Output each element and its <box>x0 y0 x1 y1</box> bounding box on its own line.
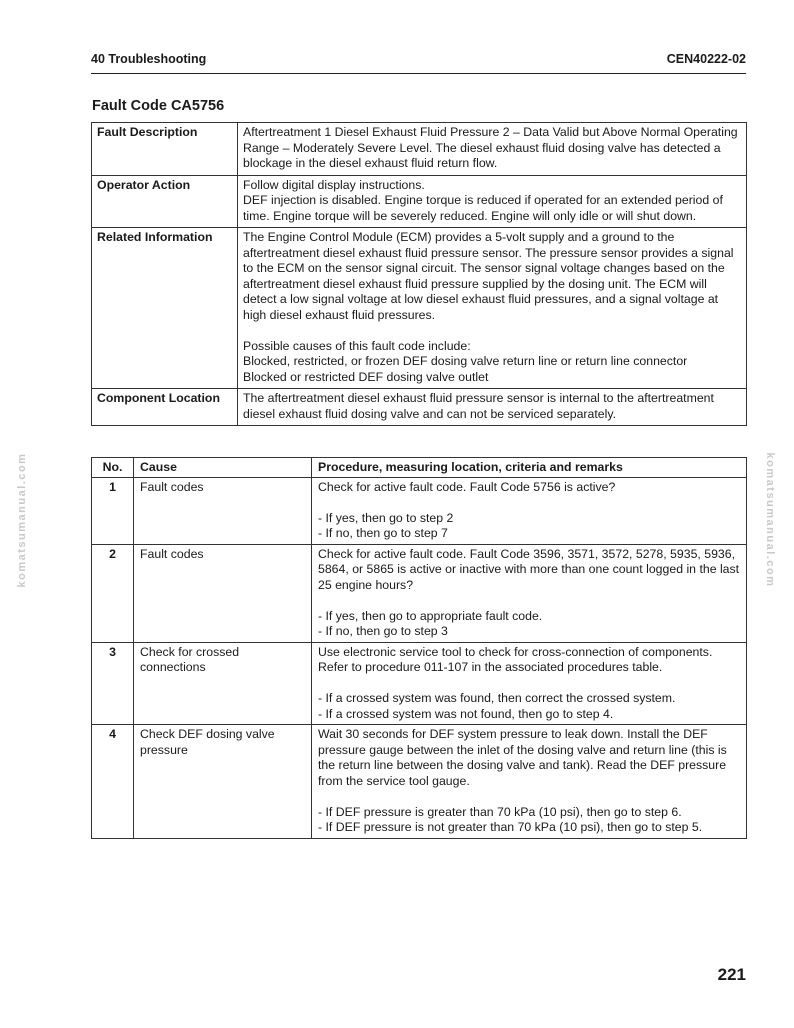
table-row <box>92 477 747 544</box>
step-cause: Check DEF dosing valve pressure <box>134 725 312 839</box>
info-row <box>92 228 747 389</box>
step-procedure <box>312 544 747 642</box>
cell-paragraph: - If a crossed system was not found, then go to step 4. <box>318 706 614 721</box>
step-number: 1 <box>92 477 134 544</box>
paragraph-spacer <box>318 593 740 609</box>
step-cause: Fault codes <box>134 544 312 642</box>
cell-paragraph: - If DEF pressure is greater than 70 kPa (10 psi), then go to step 6. <box>318 804 682 819</box>
step-procedure <box>312 642 747 725</box>
step-cause: Check for crossed connections <box>134 642 312 725</box>
column-header-procedure: Procedure, measuring location, criteria and remarks <box>312 458 747 478</box>
cell-paragraph: Blocked or restricted DEF dosing valve outlet <box>243 369 489 384</box>
paragraph-spacer <box>243 323 741 339</box>
table-row <box>92 725 747 839</box>
cell-paragraph: - If no, then go to step 7 <box>318 526 448 540</box>
column-header-no: No. <box>92 458 134 478</box>
step-number: 4 <box>92 725 134 839</box>
table-row <box>92 544 747 642</box>
paragraph-spacer <box>318 789 740 805</box>
page-header <box>91 52 746 74</box>
info-row <box>92 175 747 228</box>
step-number: 3 <box>92 642 134 725</box>
info-row-value <box>238 228 747 389</box>
step-procedure <box>312 725 747 839</box>
cell-paragraph: Blocked, restricted, or frozen DEF dosing valve return line or return line connector <box>243 354 688 368</box>
watermark-left: komatsumanual.com <box>16 452 28 588</box>
cell-paragraph: Aftertreatment 1 Diesel Exhaust Fluid Pressure 2 – Data Valid but Above Normal Operating Range – Moderately Severe Level. The diesel exhaust fluid dosing valve has detected a blockage in the diesel exhaust fluid return flow. <box>243 125 738 170</box>
paragraph-spacer <box>318 676 740 692</box>
paragraph-spacer <box>318 495 740 511</box>
cell-paragraph: - If yes, then go to step 2 <box>318 510 454 525</box>
column-header-cause: Cause <box>134 458 312 478</box>
cell-paragraph: - If DEF pressure is not greater than 70 kPa (10 psi), then go to step 5. <box>318 820 703 834</box>
page-title: Fault Code CA5756 <box>92 98 225 114</box>
page-number: 221 <box>717 965 746 984</box>
fault-info-table <box>91 122 747 426</box>
info-row-label: Operator Action <box>92 175 238 228</box>
troubleshooting-steps-table <box>91 457 747 839</box>
info-row-label: Related Information <box>92 228 238 389</box>
step-procedure <box>312 477 747 544</box>
cell-paragraph: Check for active fault code. Fault Code 5756 is active? <box>318 479 616 494</box>
info-row-value <box>238 123 747 176</box>
cell-paragraph: The aftertreatment diesel exhaust fluid pressure sensor is internal to the aftertreatment diesel exhaust fluid dosing valve and can not be serviced separately. <box>243 391 714 421</box>
cell-paragraph: Possible causes of this fault code include: <box>243 338 471 353</box>
watermark-right: komatsumanual.com <box>764 452 776 588</box>
cell-paragraph: - If a crossed system was found, then correct the crossed system. <box>318 691 676 705</box>
cell-paragraph: - If no, then go to step 3 <box>318 624 448 638</box>
info-row <box>92 389 747 426</box>
header-doc-id: CEN40222-02 <box>666 52 746 66</box>
cell-paragraph: Check for active fault code. Fault Code 3596, 3571, 3572, 5278, 5935, 5936, 5864, or 5865 is active or inactive with more than one count logged in the last 25 engine hours? <box>318 546 740 592</box>
table-row <box>92 642 747 725</box>
header-section: 40 Troubleshooting <box>91 52 207 66</box>
cell-paragraph: The Engine Control Module (ECM) provides a 5-volt supply and a ground to the aftertreatment diesel exhaust fluid pressure sensor. The pressure sensor provides a signal to the ECM on the sensor signal circuit. The sensor signal voltage changes based on the aftertreatment diesel exhaust fluid pressure supplied by the dosing unit. The ECM will detect a low signal voltage at low diesel exhaust fluid pressures, and a signal voltage at high diesel exhaust fluid pressures. <box>243 230 734 322</box>
info-row-label: Fault Description <box>92 123 238 176</box>
cell-paragraph: Follow digital display instructions. <box>243 177 425 192</box>
table-header-row <box>92 458 747 478</box>
step-number: 2 <box>92 544 134 642</box>
cell-paragraph: DEF injection is disabled. Engine torque is reduced if operated for an extended period of time. Engine torque will be severely reduced. Engine will only idle or will shut down. <box>243 193 723 223</box>
step-cause: Fault codes <box>134 477 312 544</box>
cell-paragraph: Wait 30 seconds for DEF system pressure to leak down. Install the DEF pressure gauge between the inlet of the dosing valve and return line (this is the return line between the dosing valve and tank). Read the DEF pressure from the service tool gauge. <box>318 727 727 788</box>
info-row <box>92 123 747 176</box>
info-row-label: Component Location <box>92 389 238 426</box>
cell-paragraph: - If yes, then go to appropriate fault code. <box>318 608 543 623</box>
cell-paragraph: Use electronic service tool to check for cross-connection of components. Refer to procedure 011-107 in the associated procedures table. <box>318 644 713 674</box>
info-row-value <box>238 389 747 426</box>
info-row-value <box>238 175 747 228</box>
